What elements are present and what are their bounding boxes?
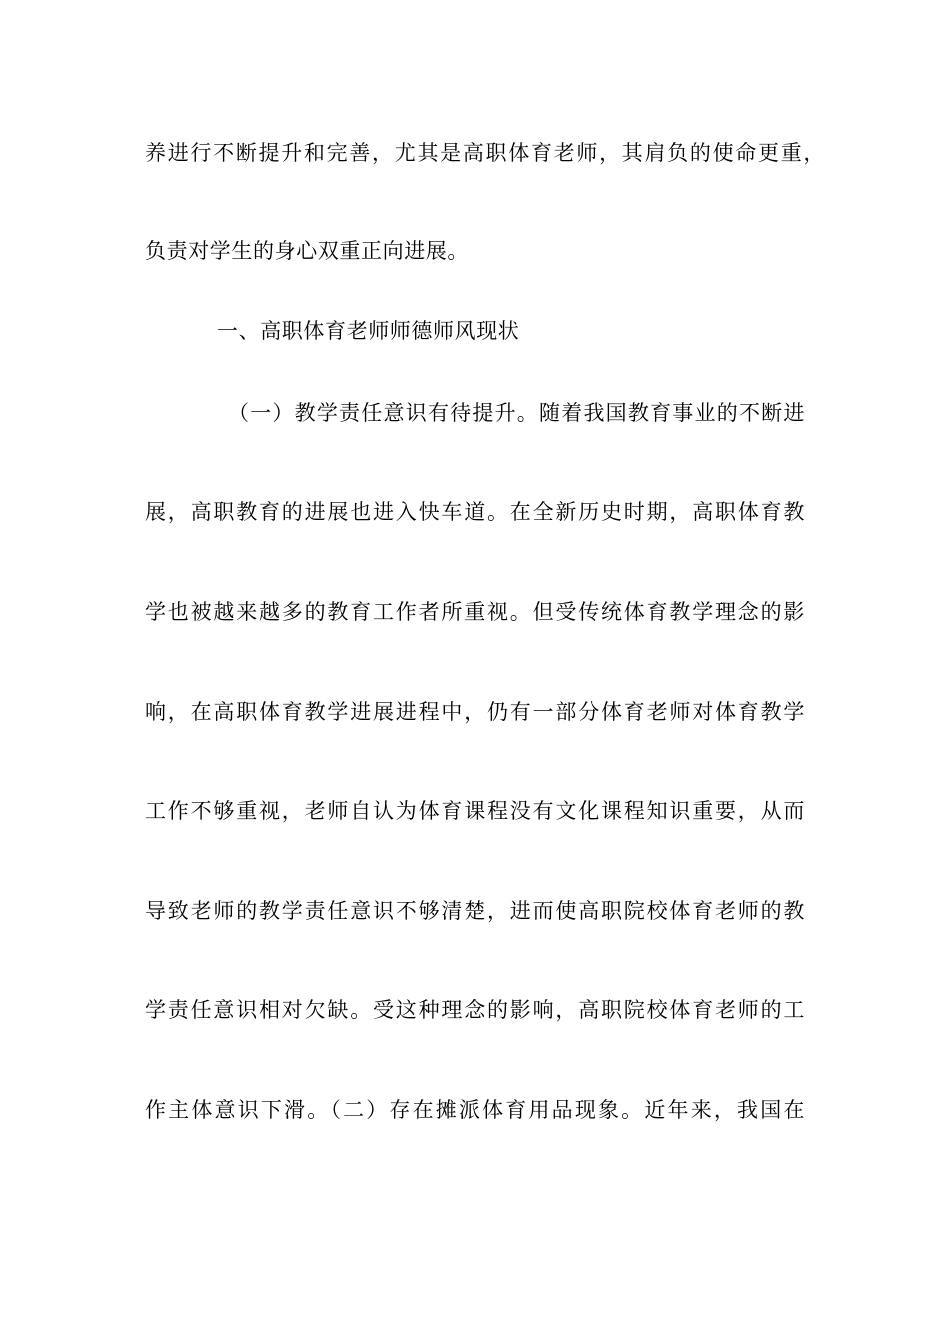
paragraph-line-1: 养进行不断提升和完善，尤其是高职体育老师，其肩负的使命更重， [145,141,825,165]
paragraph-line-10: 学责任意识相对欠缺。受这种理念的影响，高职院校体育老师的工 [145,998,805,1022]
paragraph-line-11: 作主体意识下滑。（二）存在摊派体育用品现象。近年来，我国在 [145,1098,805,1122]
paragraph-line-7: 响，在高职体育教学进展进程中，仍有一部分体育老师对体育教学 [145,700,805,724]
paragraph-line-4: （一）教学责任意识有待提升。随着我国教育事业的不断进 [228,401,805,425]
paragraph-line-6: 学也被越来越多的教育工作者所重视。但受传统体育教学理念的影 [145,600,805,624]
paragraph-line-2: 负责对学生的身心双重正向进展。 [145,239,469,263]
paragraph-line-8: 工作不够重视，老师自认为体育课程没有文化课程知识重要，从而 [145,799,805,823]
paragraph-line-9: 导致老师的教学责任意识不够清楚，进而使高职院校体育老师的教 [145,899,805,923]
section-heading: 一、高职体育老师师德师风现状 [217,319,520,343]
paragraph-line-5: 展，高职教育的进展也进入快车道。在全新历史时期，高职体育教 [145,500,805,524]
